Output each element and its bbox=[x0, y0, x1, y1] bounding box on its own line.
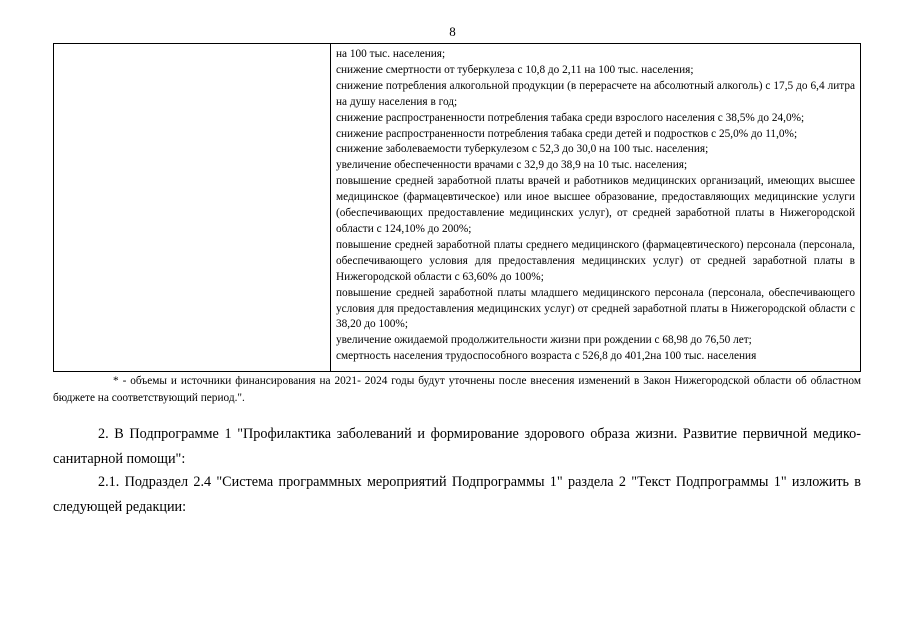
page-number: 8 bbox=[449, 24, 456, 39]
paragraph-subprogram-1 bbox=[53, 422, 861, 472]
table-line: повышение средней заработной платы младшего медицинского персонала (персонала, обеспечивающего условия для предоставления медицинских услуг) от средней заработной платы в Нижегородской области с 38,20 до 100%; bbox=[336, 286, 855, 331]
table-right-cell bbox=[331, 44, 860, 365]
table-line: увеличение ожидаемой продолжительности жизни при рождении с 68,98 до 76,50 лет; bbox=[336, 334, 752, 347]
table-line: снижение потребления алкогольной продукции (в перерасчете на абсолютный алкоголь) с 17,5 до 6,4 литра на душу населения в год; bbox=[336, 79, 855, 108]
table-left-cell bbox=[54, 44, 331, 371]
footnote bbox=[53, 373, 861, 406]
table-line: снижение распространенности потребления табака среди детей и подростков с 25,0% до 11,0%; bbox=[336, 127, 798, 140]
table-line: повышение средней заработной платы среднего медицинского (фармацевтического) персонала (персонала, обеспечивающего условия для предоставления медицинских услуг) от средней заработной платы в Нижегородской области с 63,60% до 100%; bbox=[336, 238, 855, 283]
table-line: повышение средней заработной платы врачей и работников медицинских организаций, имеющих высшее медицинское (фармацевтическое) или иное высшее образование, предоставляющих медицинские услуги (обеспечивающих предоставление медицинских услуг), от средней заработной платы в Нижегородской области с 124,10% до 200%; bbox=[336, 175, 855, 235]
targets-table bbox=[53, 43, 861, 372]
table-line: на 100 тыс. населения; bbox=[336, 48, 446, 60]
footnote-text: * - объемы и источники финансирования на 2021- 2024 годы будут уточнены после внесения изменений в Закон Нижегородской области об областном бюджете на соответствующий период.". bbox=[53, 375, 861, 404]
table-line: снижение смертности от туберкулеза с 10,8 до 2,11 на 100 тыс. населения; bbox=[336, 63, 694, 76]
table-line: снижение заболеваемости туберкулезом с 52,3 до 30,0 на 100 тыс. населения; bbox=[336, 143, 709, 156]
table-line: снижение распространенности потребления табака среди взрослого населения с 38,5% до 24,0%; bbox=[336, 111, 805, 124]
table-line: смертность населения трудоспособного возраста с 526,8 до 401,2на 100 тыс. населения bbox=[336, 350, 757, 363]
paragraph-text: 2. В Подпрограмме 1 "Профилактика заболеваний и формирование здорового образа жизни. Развитие первичной медико-санитарной помощи": bbox=[53, 426, 861, 467]
paragraph-text: 2.1. Подраздел 2.4 "Система программных мероприятий Подпрограммы 1" раздела 2 "Текст Подпрограммы 1" изложить в следующей редакции: bbox=[53, 474, 861, 515]
table-line: увеличение обеспеченности врачами с 32,9 до 38,9 на 10 тыс. населения; bbox=[336, 159, 688, 172]
paragraph-subsection-2-4 bbox=[53, 470, 861, 520]
